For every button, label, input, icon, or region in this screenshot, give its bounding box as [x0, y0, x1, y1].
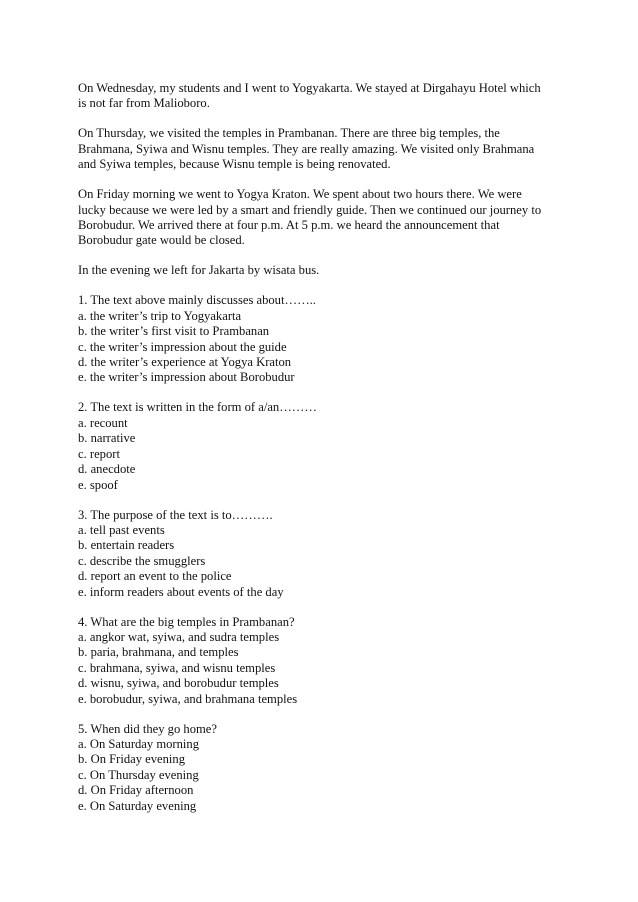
reading-passage	[78, 81, 558, 279]
question-text: 2. The text is written in the form of a/an………	[78, 400, 317, 415]
answer-option-c: c. On Thursday evening	[78, 767, 199, 782]
answer-option-e: e. On Saturday evening	[78, 798, 197, 813]
answer-option-c: c. report	[78, 446, 120, 461]
answer-option-a: a. tell past events	[78, 522, 165, 537]
answer-option-b: b. paria, brahmana, and temples	[78, 645, 239, 660]
question-1	[78, 293, 558, 385]
question-text: 3. The purpose of the text is to……….	[78, 507, 273, 522]
answer-option-d: d. wisnu, syiwa, and borobudur temples	[78, 676, 279, 691]
answer-option-e: e. spoof	[78, 477, 118, 492]
question-text: 5. When did they go home?	[78, 721, 217, 736]
document-page	[78, 81, 558, 829]
passage-paragraph-4: In the evening we left for Jakarta by wisata bus.	[78, 263, 320, 278]
answer-option-d: d. anecdote	[78, 462, 136, 477]
answer-option-b: b. narrative	[78, 431, 136, 446]
passage-paragraph-2: On Thursday, we visited the temples in Prambanan. There are three big temples, the Brahmana, Syiwa and Wisnu temples. They are really amazing. We visited only Brahmana and Syiwa temples, because Wisnu temple is being renovated.	[78, 126, 535, 172]
answer-option-a: a. the writer’s trip to Yogyakarta	[78, 308, 242, 323]
answer-option-e: e. the writer’s impression about Borobudur	[78, 370, 295, 385]
answer-option-d: d. On Friday afternoon	[78, 783, 194, 798]
question-text: 4. What are the big temples in Prambanan?	[78, 614, 295, 629]
question-4	[78, 615, 558, 707]
answer-option-c: c. brahmana, syiwa, and wisnu temples	[78, 660, 276, 675]
answer-option-a: a. On Saturday morning	[78, 736, 200, 751]
answer-option-b: b. the writer’s first visit to Prambanan	[78, 324, 270, 339]
answer-option-a: a. recount	[78, 415, 128, 430]
question-text: 1. The text above mainly discusses about……..	[78, 293, 316, 308]
answer-option-e: e. borobudur, syiwa, and brahmana temples	[78, 691, 298, 706]
answer-option-d: d. the writer’s experience at Yogya Kraton	[78, 355, 292, 370]
answer-option-b: b. On Friday evening	[78, 752, 186, 767]
answer-option-b: b. entertain readers	[78, 538, 175, 553]
answer-option-c: c. describe the smugglers	[78, 553, 206, 568]
passage-paragraph-1: On Wednesday, my students and I went to Yogyakarta. We stayed at Dirgahayu Hotel which is not far from Malioboro.	[78, 81, 541, 111]
answer-option-d: d. report an event to the police	[78, 569, 232, 584]
question-3	[78, 508, 558, 600]
answer-option-a: a. angkor wat, syiwa, and sudra temples	[78, 629, 280, 644]
answer-option-e: e. inform readers about events of the day	[78, 584, 284, 599]
passage-paragraph-3: On Friday morning we went to Yogya Kraton. We spent about two hours there. We were lucky because we were led by a smart and friendly guide. Then we continued our journey to Borobudur. We arrived there at four p.m. At 5 p.m. we heard the announcement that Borobudur gate would be closed.	[78, 187, 542, 248]
question-2	[78, 400, 558, 492]
question-5	[78, 722, 558, 814]
answer-option-c: c. the writer’s impression about the guide	[78, 339, 287, 354]
